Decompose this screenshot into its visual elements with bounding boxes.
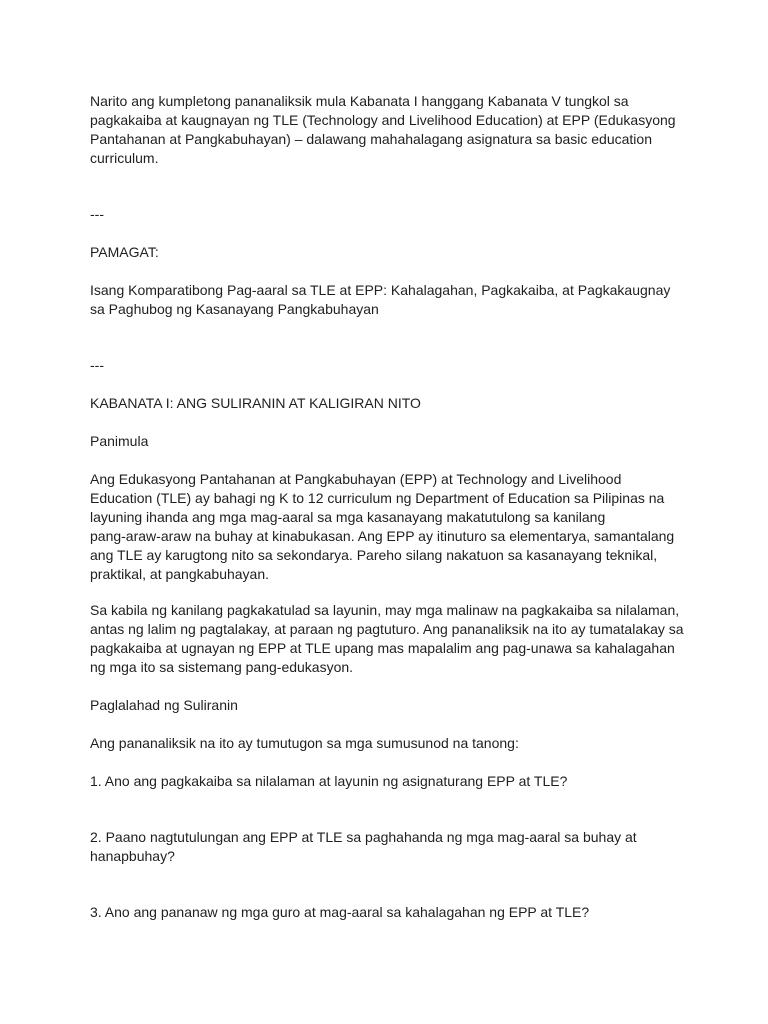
problem-lead: Ang pananaliksik na ito ay tumutugon sa mga sumusunod na tanong:: [90, 735, 519, 751]
paragraph-line: Ang Edukasyong Pantahanan at Pangkabuhayan (EPP) at Technology and Livelihood: [90, 471, 622, 487]
intro-line: Narito ang kumpletong pananaliksik mula Kabanata I hanggang Kabanata V tungkol sa: [90, 93, 629, 109]
question-item: 1. Ano ang pagkakaiba sa nilalaman at layunin ng asignaturang EPP at TLE?: [90, 773, 568, 789]
intro-line: pagkakaiba at kaugnayan ng TLE (Technology and Livelihood Education) at EPP (Edukasyong: [90, 112, 676, 128]
title-line: Isang Komparatibong Pag-aaral sa TLE at EPP: Kahalagahan, Pagkakaiba, at Pagkakaugnay: [90, 282, 671, 298]
title-label: PAMAGAT:: [90, 244, 159, 260]
intro-line: Pantahanan at Pangkabuhayan) – dalawang mahahalagang asignatura sa basic education: [90, 131, 652, 147]
paragraph-line: Sa kabila ng kanilang pagkakatulad sa layunin, may mga malinaw na pagkakaiba sa nilalaman,: [90, 602, 680, 618]
section-heading: Panimula: [90, 433, 149, 449]
paragraph-line: Education (TLE) ay bahagi ng K to 12 curriculum ng Department of Education sa Pilipinas na: [90, 490, 665, 506]
intro-line: curriculum.: [90, 150, 159, 166]
chapter-heading: KABANATA I: ANG SULIRANIN AT KALIGIRAN NITO: [90, 395, 421, 411]
separator: ---: [90, 357, 104, 373]
paragraph-line: antas ng lalim ng pagtalakay, at paraan ng pagtuturo. Ang pananaliksik na ito ay tumatalakay sa: [90, 621, 684, 637]
question-item-continuation: hanapbuhay?: [90, 848, 175, 864]
question-item: 2. Paano nagtutulungan ang EPP at TLE sa paghahanda ng mga mag-aaral sa buhay at: [90, 829, 637, 845]
paragraph-line: ng mga ito sa sistemang pang-edukasyon.: [90, 659, 354, 675]
separator: ---: [90, 206, 104, 222]
paragraph-line: layuning ihanda ang mga mag-aaral sa mga kasanayang makatutulong sa kanilang: [90, 509, 606, 525]
question-item: 3. Ano ang pananaw ng mga guro at mag-aaral sa kahalagahan ng EPP at TLE?: [90, 904, 590, 920]
title-line: sa Paghubog ng Kasanayang Pangkabuhayan: [90, 301, 379, 317]
paragraph-line: pagkakaiba at ugnayan ng EPP at TLE upang mas mapalalim ang pag-unawa sa kahalagahan: [90, 640, 675, 656]
paragraph-line: pang-araw-araw na buhay at kinabukasan. Ang EPP ay itinuturo sa elementarya, samantalang: [90, 528, 675, 544]
paragraph-line: ang TLE ay karugtong nito sa sekondarya. Pareho silang nakatuon sa kasanayang teknikal,: [90, 547, 658, 563]
paragraph-line: praktikal, at pangkabuhayan.: [90, 566, 270, 582]
section-heading: Paglalahad ng Suliranin: [90, 697, 238, 713]
